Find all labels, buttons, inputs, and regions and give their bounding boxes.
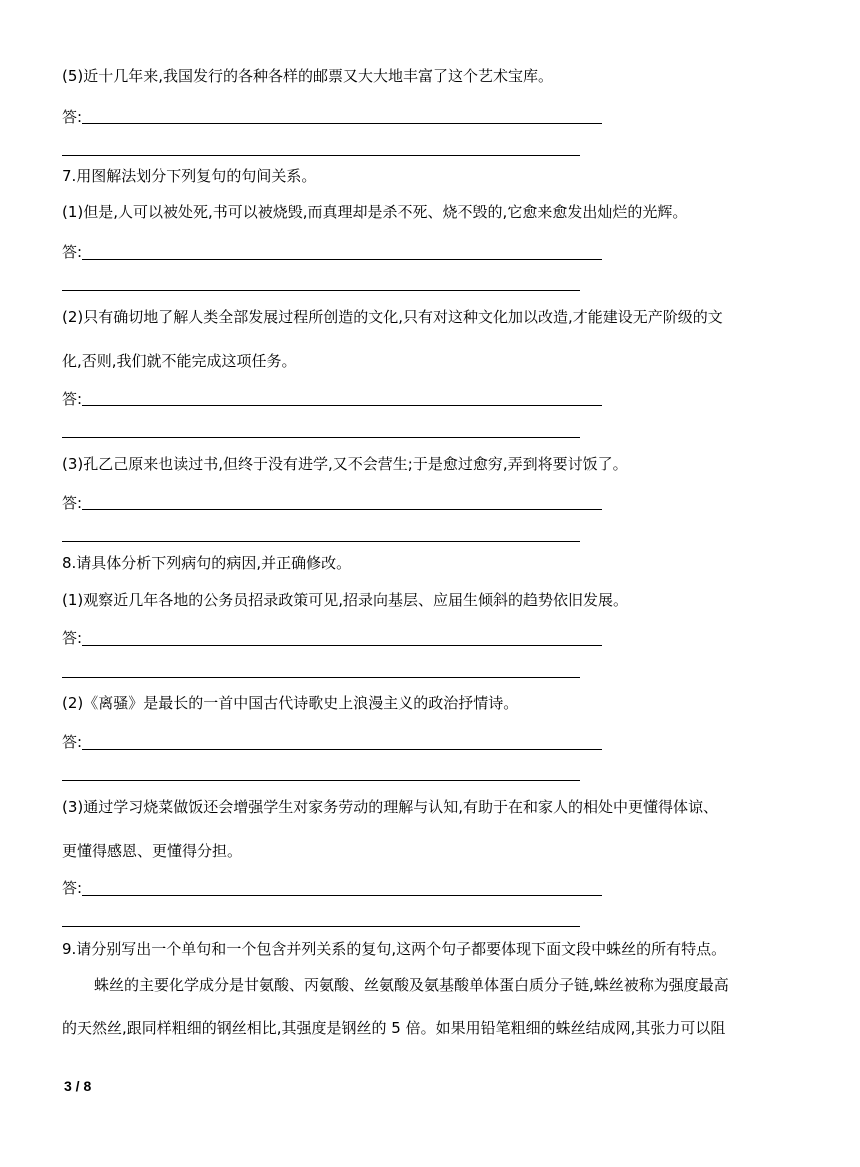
q8-item-2: (2)《离骚》是最长的一首中国古代诗歌史上浪漫主义的政治抒情诗。 xyxy=(62,694,519,712)
q7-item-2-line-2: 化,否则,我们就不能完成这项任务。 xyxy=(62,352,297,370)
q7-item-1: (1)但是,人可以被处死,书可以被烧毁,而真理却是杀不死、烧不毁的,它愈来愈发出灿烂的光辉。 xyxy=(62,203,688,221)
q7-item-2-line-1: (2)只有确切地了解人类全部发展过程所创造的文化,只有对这种文化加以改造,才能建设无产阶级的文 xyxy=(62,308,723,326)
q7-item-3: (3)孔乙己原来也读过书,但终于没有进学,又不会营生;于是愈过愈穷,弄到将要讨饭了。 xyxy=(62,455,628,473)
answer-line[interactable] xyxy=(62,541,580,542)
q6-item-5: (5)近十几年来,我国发行的各种各样的邮票又大大地丰富了这个艺术宝库。 xyxy=(62,67,554,85)
q9-passage-line-2: 的天然丝,跟同样粗细的钢丝相比,其强度是钢丝的 5 倍。如果用铅笔粗细的蛛丝结成网,其张力可以阻 xyxy=(62,1019,726,1037)
answer-line[interactable] xyxy=(82,123,602,124)
q8-item-3-line-2: 更懂得感恩、更懂得分担。 xyxy=(62,842,243,860)
answer-line[interactable] xyxy=(62,926,580,927)
answer-line[interactable] xyxy=(62,780,580,781)
answer-line[interactable] xyxy=(82,895,602,896)
q7-prompt: 7.用图解法划分下列复句的句间关系。 xyxy=(62,167,317,185)
answer-label: 答: xyxy=(62,879,83,897)
answer-line[interactable] xyxy=(82,405,602,406)
answer-label: 答: xyxy=(62,494,83,512)
answer-line[interactable] xyxy=(82,645,602,646)
answer-line[interactable] xyxy=(62,437,580,438)
answer-line[interactable] xyxy=(82,509,602,510)
answer-label: 答: xyxy=(62,629,83,647)
page-number: 3 / 8 xyxy=(64,1078,92,1094)
answer-line[interactable] xyxy=(62,677,580,678)
answer-line[interactable] xyxy=(82,259,602,260)
answer-line[interactable] xyxy=(82,749,602,750)
answer-label: 答: xyxy=(62,108,83,126)
answer-line[interactable] xyxy=(62,155,580,156)
q9-prompt: 9.请分别写出一个单句和一个包含并列关系的复句,这两个句子都要体现下面文段中蛛丝的所有特点。 xyxy=(62,940,727,958)
q8-prompt: 8.请具体分析下列病句的病因,并正确修改。 xyxy=(62,554,352,572)
q8-item-1: (1)观察近几年各地的公务员招录政策可见,招录向基层、应届生倾斜的趋势依旧发展。 xyxy=(62,591,629,609)
answer-line[interactable] xyxy=(62,290,580,291)
answer-label: 答: xyxy=(62,390,83,408)
q9-passage-line-1: 蛛丝的主要化学成分是甘氨酸、丙氨酸、丝氨酸及氨基酸单体蛋白质分子链,蛛丝被称为强度最高 xyxy=(94,976,729,994)
q8-item-3-line-1: (3)通过学习烧菜做饭还会增强学生对家务劳动的理解与认知,有助于在和家人的相处中更懂得体谅、 xyxy=(62,798,719,816)
answer-label: 答: xyxy=(62,243,83,261)
answer-label: 答: xyxy=(62,733,83,751)
